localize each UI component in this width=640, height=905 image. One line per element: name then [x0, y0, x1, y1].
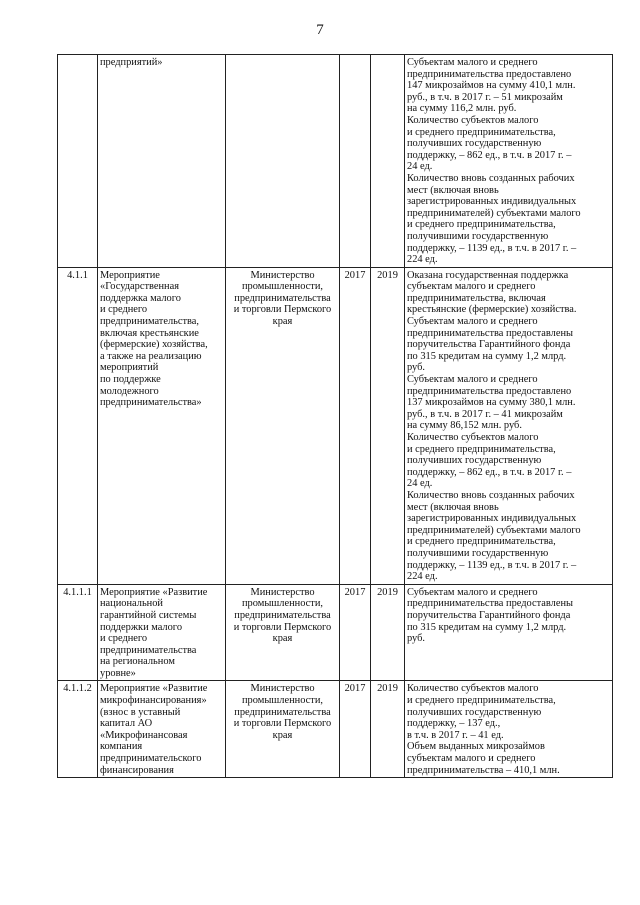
table-row [58, 584, 613, 681]
year-start: 2017 [340, 267, 371, 584]
measure-name: предприятий» [98, 55, 226, 268]
table-row [58, 681, 613, 778]
row-number: 4.1.1.1 [58, 584, 98, 681]
year-start: 2017 [340, 681, 371, 778]
expected-result: Субъектам малого и среднего предпринимательства предоставлены поручительства Гарантийного фонда по 315 кредитам на сумму 1,2 млрд. руб. [405, 584, 613, 681]
executor: Министерство промышленности, предпринимательства и торговли Пермского края [226, 681, 340, 778]
row-number [58, 55, 98, 268]
program-table [57, 54, 613, 778]
expected-result: Оказана государственная поддержка субъектам малого и среднего предпринимательства, включая крестьянские (фермерские) хозяйства. Субъектам малого и среднего предпринимательства предоставлены поручительства Гарантийного фонда по 315 кредитам на сумму 1,2 млрд. руб. Субъектам малого и среднего предпринимательства предоставлено 137 микрозаймов на сумму 380,1 млн. руб., в т.ч. в 2017 г. – 41 микрозайм на сумму 86,152 млн. руб. Количество субъектов малого и среднего предпринимательства, получивших государственную поддержку, – 862 ед., в т.ч. в 2017 г. – 24 ед. Количество вновь созданных рабочих мест (включая вновь зарегистрированных индивидуальных предпринимателей) субъектами малого и среднего предпринимательства, получившими государственную поддержку, – 1139 ед., в т.ч. в 2017 г. – 224 ед. [405, 267, 613, 584]
measure-name: Мероприятие «Государственная поддержка малого и среднего предпринимательства, включая крестьянские (фермерские) хозяйства, а также на реализацию мероприятий по поддержке молодежного предпринимательства» [98, 267, 226, 584]
executor: Министерство промышленности, предпринимательства и торговли Пермского края [226, 267, 340, 584]
executor [226, 55, 340, 268]
measure-name: Мероприятие «Развитие микрофинансирования» (взнос в уставный капитал АО «Микрофинансовая компания предпринимательского финансирования [98, 681, 226, 778]
executor: Министерство промышленности, предпринимательства и торговли Пермского края [226, 584, 340, 681]
table-row [58, 267, 613, 584]
year-start: 2017 [340, 584, 371, 681]
table-row [58, 55, 613, 268]
year-end: 2019 [371, 267, 405, 584]
year-end [371, 55, 405, 268]
year-start [340, 55, 371, 268]
year-end: 2019 [371, 681, 405, 778]
row-number: 4.1.1 [58, 267, 98, 584]
year-end: 2019 [371, 584, 405, 681]
measure-name: Мероприятие «Развитие национальной гарантийной системы поддержки малого и среднего предпринимательства на региональном уровне» [98, 584, 226, 681]
row-number: 4.1.1.2 [58, 681, 98, 778]
page-number: 7 [316, 22, 324, 38]
expected-result: Количество субъектов малого и среднего предпринимательства, получивших государственную поддержку, – 137 ед., в т.ч. в 2017 г. – 41 ед. Объем выданных микрозаймов субъектам малого и среднего предпринимательства – 410,1 млн. [405, 681, 613, 778]
expected-result: Субъектам малого и среднего предпринимательства предоставлено 147 микрозаймов на сумму 410,1 млн. руб., в т.ч. в 2017 г. – 51 микрозайм на сумму 116,2 млн. руб. Количество субъектов малого и среднего предпринимательства, получивших государственную поддержку, – 862 ед., в т.ч. в 2017 г. – 24 ед. Количество вновь созданных рабочих мест (включая вновь зарегистрированных индивидуальных предпринимателей) субъектами малого и среднего предпринимательства, получившими государственную поддержку, – 1139 ед., в т.ч. в 2017 г. – 224 ед. [405, 55, 613, 268]
